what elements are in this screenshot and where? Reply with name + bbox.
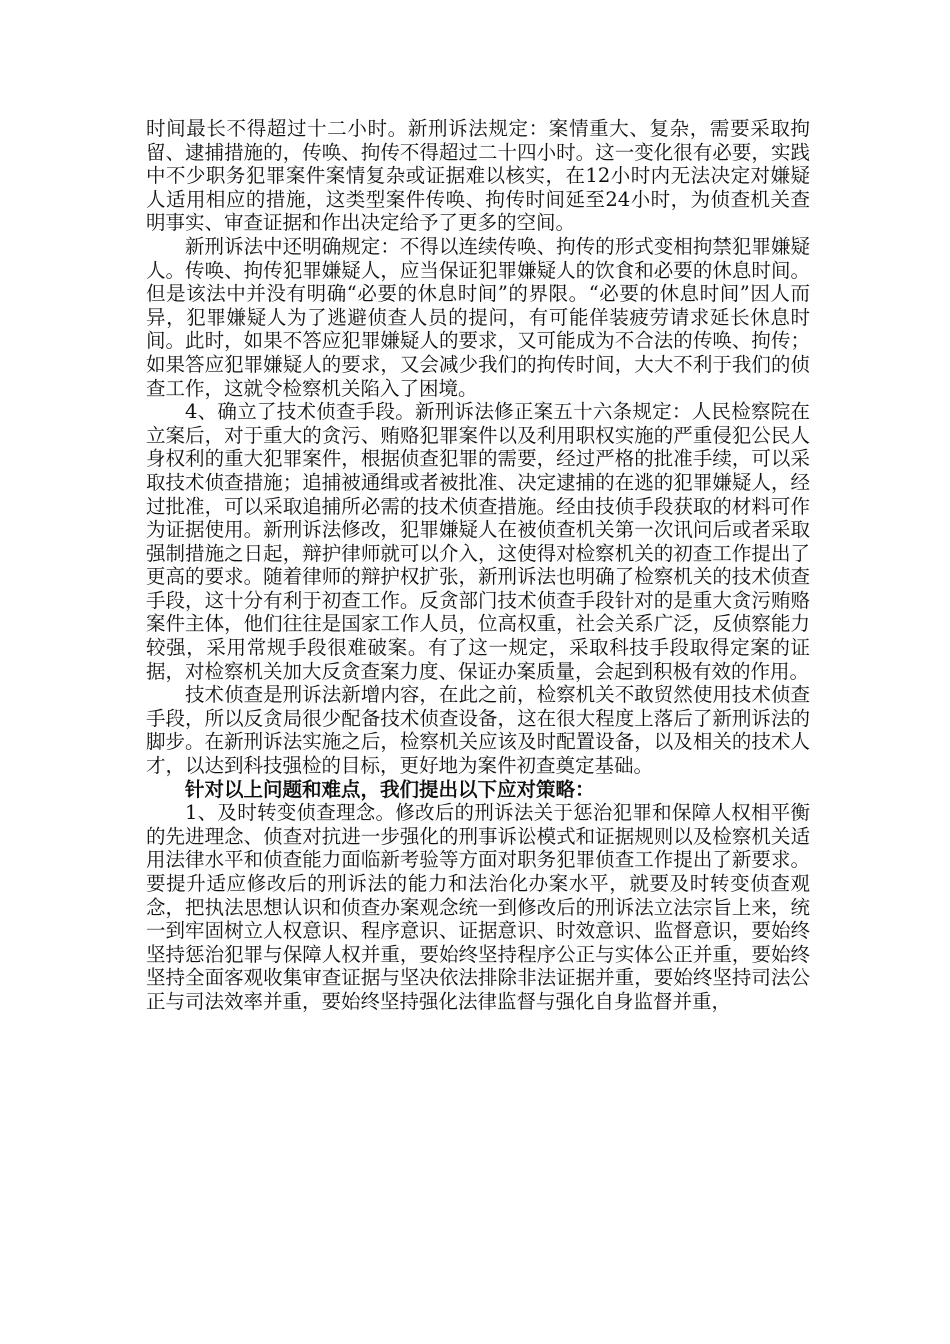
paragraph-2: 新刑诉法中还明确规定：不得以连续传唤、拘传的形式变相拘禁犯罪嫌疑人。传唤、拘传犯罪嫌疑人，应当保证犯罪嫌疑人的饮食和必要的休息时间。 但是该法中并没有明确“必要的休息时间”的界限。“必要的休息时间”因人而异，犯罪嫌疑人为了逃避侦查人员的提问，有可能佯装疲劳请求延长休息时间。此时，如果不答应犯罪嫌疑人的要求，又可能成为不合法的传唤、拘传；如果答应犯罪嫌疑人的要求，又会减少我们的拘传时间，大大不利于我们的侦查工作，这就令检察机关陷入了困境。 (146, 234, 823, 400)
paragraph-4: 技术侦查是刑诉法新增内容，在此之前，检察机关不敢贸然使用技术侦查手段，所以反贪局很少配备技术侦查设备，这在很大程度上落后了新刑诉法的脚步。在新刑诉法实施之后，检察机关应该及时配置设备，以及相关的技术人才，以达到科技强检的目标，更好地为案件初查奠定基础。 (146, 683, 810, 778)
section-heading: 针对以上问题和难点，我们提出以下应对策略： (185, 777, 595, 801)
paragraph-5: 1、及时转变侦查理念。修改后的刑诉法关于惩治犯罪和保障人权相平衡的先进理念、侦查对抗进一步强化的刑事诉讼模式和证据规则以及检察机关适用法律水平和侦查能力面临新考验等方面对职务犯罪侦查工作提出了新要求。要提升适应修改后的刑诉法的能力和法治化办案水平，就要及时转变侦查观念，把执法思想认识和侦查办案观念统一到修改后的刑诉法立法宗旨上来，统一到牢固树立人权意识、程序意识、证据意识、时效意识、监督意识，要始终坚持惩治犯罪与保障人权并重，要始终坚持程序公正与实体公正并重，要始终坚持全面客观收集审查证据与坚决依法排除非法证据并重，要始终坚持司法公正与司法效率并重，要始终坚持强化法律监督与强化自身监督并重， (146, 801, 810, 1013)
paragraph-1: 时间最长不得超过十二小时。新刑诉法规定：案情重大、复杂，需要采取拘留、逮捕措施的，传唤、拘传不得超过二十四小时。这一变化很有必要，实践中不少职务犯罪案件案情复杂或证据难以核实，在12小时内无法决定对嫌疑人适用相应的措施，这类型案件传唤、拘传时间延至24小时，为侦查机关查明事实、审查证据和作出决定给予了更多的空间。 (146, 117, 810, 235)
document-page (146, 117, 823, 1014)
paragraph-3: 4、确立了技术侦查手段。新刑诉法修正案五十六条规定：人民检察院在立案后，对于重大的贪污、贿赂犯罪案件以及利用职权实施的严重侵犯公民人身权利的重大犯罪案件，根据侦查犯罪的需要，经过严格的批准手续，可以采取技术侦查措施；追捕被通缉或者被批准、决定逮捕的在逃的犯罪嫌疑人，经过批准，可以采取追捕所必需的技术侦查措施。经由技侦手段获取的材料可作为证据使用。新刑诉法修改，犯罪嫌疑人在被侦查机关第一次讯问后或者采取强制措施之日起，辩护律师就可以介入，这使得对检察机关的初查工作提出了更高的要求。随着律师的辩护权扩张，新刑诉法也明确了检察机关的技术侦查手段，这十分有利于初查工作。反贪部门技术侦查手段针对的是重大贪污贿赂案件主体，他们往往是国家工作人员，位高权重，社会关系广泛，反侦察能力较强，采用常规手段很难破案。有了这一规定，采取科技手段取得定案的证据，对检察机关加大反贪查案力度、保证办案质量，会起到积极有效的作用。 (146, 400, 810, 683)
